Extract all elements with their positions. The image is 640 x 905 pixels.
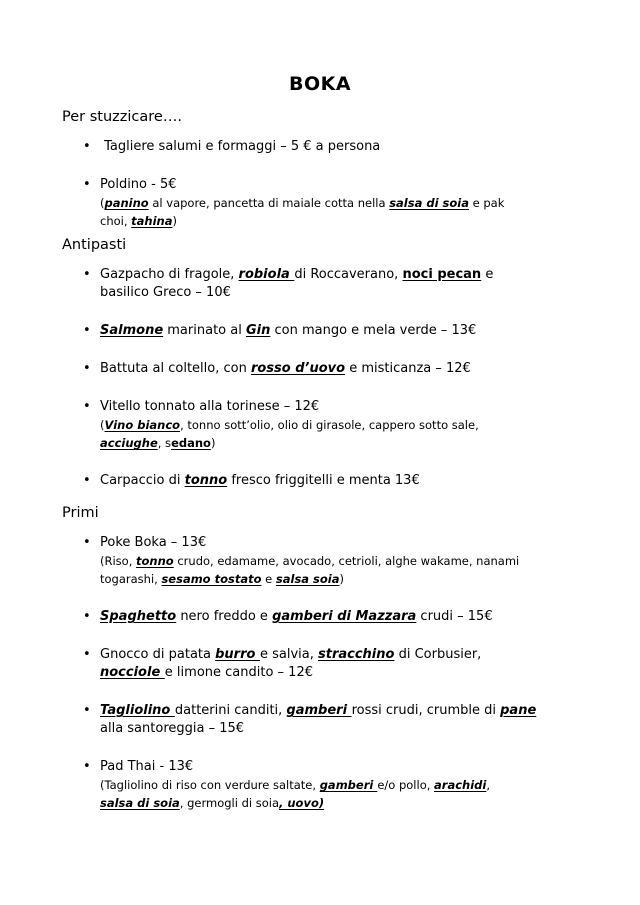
plain-text: di Roccaverano,: [294, 267, 403, 282]
bullet-icon: •: [83, 473, 91, 488]
section-items: [62, 138, 620, 230]
item-line: [100, 176, 620, 194]
emphasized-text: burro: [215, 647, 260, 662]
plain-text: , tonno sott’olio, olio di girasole, cappero sotto sale,: [180, 418, 479, 432]
plain-text: Poke Boka – 13€: [100, 535, 207, 550]
emphasized-text: gamberi di Mazzara: [272, 609, 417, 624]
plain-text: e/o pollo,: [377, 778, 435, 792]
emphasized-text: rosso d’uovo: [250, 361, 346, 376]
item-desc-line: [100, 776, 620, 794]
plain-text: , germogli di soia: [179, 796, 279, 810]
plain-text: datterini canditi,: [174, 703, 287, 718]
menu-item: [62, 138, 620, 156]
emphasized-text: salsa di soia: [100, 796, 180, 810]
plain-text: choi,: [100, 214, 132, 228]
emphasized-text: Spaghetto: [100, 609, 177, 624]
emphasized-text: tahina: [131, 214, 173, 228]
plain-text: Carpaccio di: [100, 473, 185, 488]
plain-text: Battuta al coltello, con: [100, 361, 251, 376]
emphasized-text: Vino bianco: [104, 418, 181, 432]
plain-text: al vapore, pancetta di maiale cotta nella: [148, 196, 390, 210]
plain-text: ): [210, 436, 216, 450]
menu-title: BOKA: [288, 73, 352, 95]
plain-text: e pak: [468, 196, 505, 210]
emphasized-text: gamberi: [319, 778, 378, 792]
bullet-icon: •: [83, 535, 91, 550]
item-desc-line: [100, 570, 620, 588]
plain-text: alla santoreggia – 15€: [100, 721, 245, 736]
emphasized-text: tonno: [184, 473, 228, 488]
emphasized-text: sesamo tostato: [161, 572, 262, 586]
plain-text: basilico Greco – 10€: [100, 285, 231, 300]
menu-item: [62, 398, 620, 452]
emphasized-text: gamberi: [286, 703, 352, 718]
plain-text: con mango e mela verde – 13€: [270, 323, 477, 338]
item-line: [100, 720, 620, 738]
plain-text: rossi crudi, crumble di: [351, 703, 501, 718]
plain-text: Tagliere salumi e formaggi – 5 € a persona: [100, 139, 381, 154]
plain-text: togarashi,: [100, 572, 162, 586]
plain-text: crudo, edamame, avocado, cetrioli, alghe wakame, nanami: [173, 554, 520, 568]
item-line: [100, 664, 620, 682]
emphasized-text: salsa soia: [275, 572, 340, 586]
plain-text: di Corbusier,: [394, 647, 482, 662]
plain-text: Poldino - 5€: [100, 177, 177, 192]
emphasized-text: acciughe: [100, 436, 158, 450]
emphasized-text: Salmone: [100, 323, 164, 338]
bullet-icon: •: [83, 647, 91, 662]
emphasized-text: noci pecan: [402, 267, 482, 282]
item-line: [100, 322, 620, 340]
emphasized-text: tonno: [136, 554, 174, 568]
menu-item: [62, 360, 620, 378]
emphasized-text: robiola: [238, 267, 295, 282]
plain-text: e misticanza – 12€: [345, 361, 471, 376]
emphasized-text: salsa di soia: [389, 196, 469, 210]
bullet-icon: •: [83, 139, 91, 154]
emphasized-text: arachidi: [434, 778, 487, 792]
menu-item: [62, 176, 620, 230]
menu-item: [62, 608, 620, 626]
menu-item: [62, 758, 620, 812]
item-desc-line: [100, 552, 620, 570]
item-line: [100, 398, 620, 416]
item-line: [100, 472, 620, 490]
item-line: [100, 758, 620, 776]
plain-text: ): [172, 214, 177, 228]
item-line: [100, 284, 620, 302]
item-line: [100, 138, 620, 156]
bullet-icon: •: [83, 177, 91, 192]
bullet-icon: •: [83, 609, 91, 624]
plain-text: e limone candito – 12€: [164, 665, 313, 680]
plain-text: fresco friggitelli e menta 13€: [227, 473, 420, 488]
plain-text: crudi – 15€: [416, 609, 493, 624]
emphasized-text: , uovo): [279, 796, 325, 810]
plain-text: Gazpacho di fragole,: [100, 267, 239, 282]
item-desc-line: [100, 434, 620, 452]
item-desc-line: [100, 212, 620, 230]
section-heading: Per stuzzicare….: [62, 109, 182, 125]
menu-item: [62, 322, 620, 340]
item-line: [100, 266, 620, 284]
item-desc-line: [100, 416, 620, 434]
bullet-icon: •: [83, 703, 91, 718]
bullet-icon: •: [83, 323, 91, 338]
item-desc-line: [100, 194, 620, 212]
menu-item: [62, 534, 620, 588]
plain-text: ,: [486, 778, 491, 792]
section-items: [62, 534, 620, 812]
bullet-icon: •: [83, 267, 91, 282]
emphasized-text: Tagliolino: [100, 703, 175, 718]
menu-sections: [62, 108, 620, 812]
plain-text: Pad Thai - 13€: [100, 759, 194, 774]
emphasized-text: pane: [500, 703, 537, 718]
emphasized-text: edano: [171, 436, 211, 450]
plain-text: , s: [157, 436, 172, 450]
plain-text: (Tagliolino di riso con verdure saltate,: [100, 778, 320, 792]
item-desc-line: [100, 794, 620, 812]
menu-section-2: [62, 236, 620, 490]
bullet-icon: •: [83, 759, 91, 774]
item-line: [100, 702, 620, 720]
menu-section-3: [62, 504, 620, 812]
plain-text: nero freddo e: [176, 609, 273, 624]
plain-text: Vitello tonnato alla torinese – 12€: [100, 399, 320, 414]
plain-text: (: [100, 418, 105, 432]
menu-item: [62, 266, 620, 302]
emphasized-text: stracchino: [318, 647, 395, 662]
emphasized-text: panino: [104, 196, 149, 210]
menu-item: [62, 472, 620, 490]
plain-text: (: [100, 196, 105, 210]
plain-text: e: [481, 267, 494, 282]
menu-section-1: [62, 108, 620, 230]
plain-text: e salvia,: [259, 647, 318, 662]
section-heading: Antipasti: [62, 237, 127, 253]
item-line: [100, 534, 620, 552]
menu-item: [62, 702, 620, 738]
bullet-icon: •: [83, 361, 91, 376]
bullet-icon: •: [83, 399, 91, 414]
item-line: [100, 360, 620, 378]
plain-text: ): [339, 572, 344, 586]
plain-text: (Riso,: [100, 554, 137, 568]
menu-item: [62, 646, 620, 682]
emphasized-text: nocciole: [100, 665, 165, 680]
section-items: [62, 266, 620, 490]
plain-text: e: [261, 572, 276, 586]
emphasized-text: Gin: [245, 323, 271, 338]
plain-text: Gnocco di patata: [100, 647, 216, 662]
plain-text: marinato al: [163, 323, 246, 338]
section-heading: Primi: [62, 505, 99, 521]
item-line: [100, 646, 620, 664]
item-line: [100, 608, 620, 626]
